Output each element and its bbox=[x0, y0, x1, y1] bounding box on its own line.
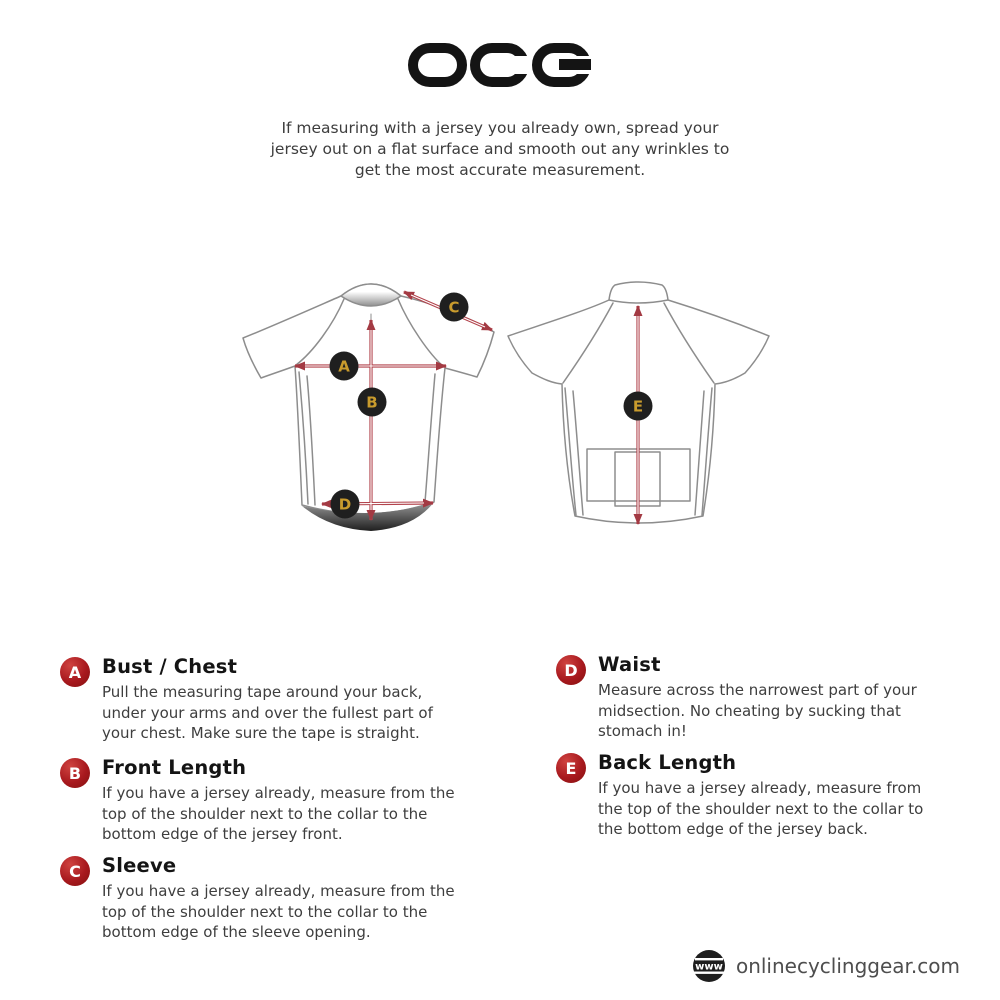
back-jersey-illustration bbox=[505, 273, 775, 558]
ocg-logo bbox=[0, 42, 1000, 88]
svg-text:A: A bbox=[338, 357, 350, 376]
badge-a-letter: A bbox=[68, 662, 82, 682]
legend-item-bust-chest bbox=[60, 656, 462, 744]
intro-text: If measuring with a jersey you already own, spread your jersey out on a flat surface and smooth out any wrinkles to get the most accurate measurement. bbox=[270, 119, 730, 180]
svg-text:B: B bbox=[366, 393, 378, 412]
svg-text:C: C bbox=[448, 298, 460, 317]
jersey-measurement-diagram bbox=[0, 270, 1000, 565]
svg-text:www: www bbox=[695, 961, 723, 973]
legend-title-back-length: Back Length bbox=[598, 751, 737, 774]
legend-desc-front-length: If you have a jersey already, measure from the top of the shoulder next to the collar to the bottom edge of the jersey front. bbox=[102, 784, 455, 844]
legend-title-waist: Waist bbox=[598, 653, 661, 676]
badge-d-letter: D bbox=[564, 660, 578, 680]
badge-d bbox=[556, 655, 586, 685]
legend-item-back-length bbox=[556, 752, 950, 840]
footer-site-url: onlinecyclinggear.com bbox=[735, 954, 960, 978]
legend-desc-bust-chest: Pull the measuring tape around your back, under your arms and over the fullest part of your chest. Make sure the tape is straight. bbox=[102, 683, 433, 743]
badge-c bbox=[60, 856, 90, 886]
ocg-logo-graphic bbox=[407, 42, 593, 88]
badge-e-letter: E bbox=[565, 758, 577, 778]
legend-desc-back-length: If you have a jersey already, measure from the top of the shoulder next to the collar to the bottom edge of the jersey back. bbox=[598, 779, 924, 839]
front-jersey-illustration bbox=[238, 270, 498, 555]
legend-desc-waist: Measure across the narrowest part of your midsection. No cheating by sucking that stomach in! bbox=[598, 681, 917, 741]
measure-label-b bbox=[358, 388, 387, 417]
legend-item-sleeve bbox=[60, 855, 462, 943]
svg-text:D: D bbox=[338, 495, 352, 514]
badge-c-letter: C bbox=[69, 861, 81, 881]
svg-text:E: E bbox=[632, 397, 644, 416]
footer bbox=[691, 948, 960, 984]
badge-b bbox=[60, 758, 90, 788]
measure-label-a bbox=[330, 352, 359, 381]
badge-a bbox=[60, 657, 90, 687]
www-globe-icon bbox=[691, 948, 727, 984]
measure-label-d bbox=[331, 490, 360, 519]
legend-item-front-length bbox=[60, 757, 462, 845]
legend-title-sleeve: Sleeve bbox=[102, 854, 177, 877]
intro-paragraph bbox=[0, 118, 1000, 181]
measure-label-c bbox=[440, 293, 469, 322]
legend-desc-sleeve: If you have a jersey already, measure from the top of the shoulder next to the collar to the bottom edge of the sleeve opening. bbox=[102, 882, 455, 942]
badge-b-letter: B bbox=[68, 763, 82, 783]
measure-label-e bbox=[624, 392, 653, 421]
legend-item-waist bbox=[556, 654, 950, 742]
legend-title-front-length: Front Length bbox=[102, 756, 247, 779]
badge-e bbox=[556, 753, 586, 783]
legend-title-bust-chest: Bust / Chest bbox=[102, 655, 238, 678]
